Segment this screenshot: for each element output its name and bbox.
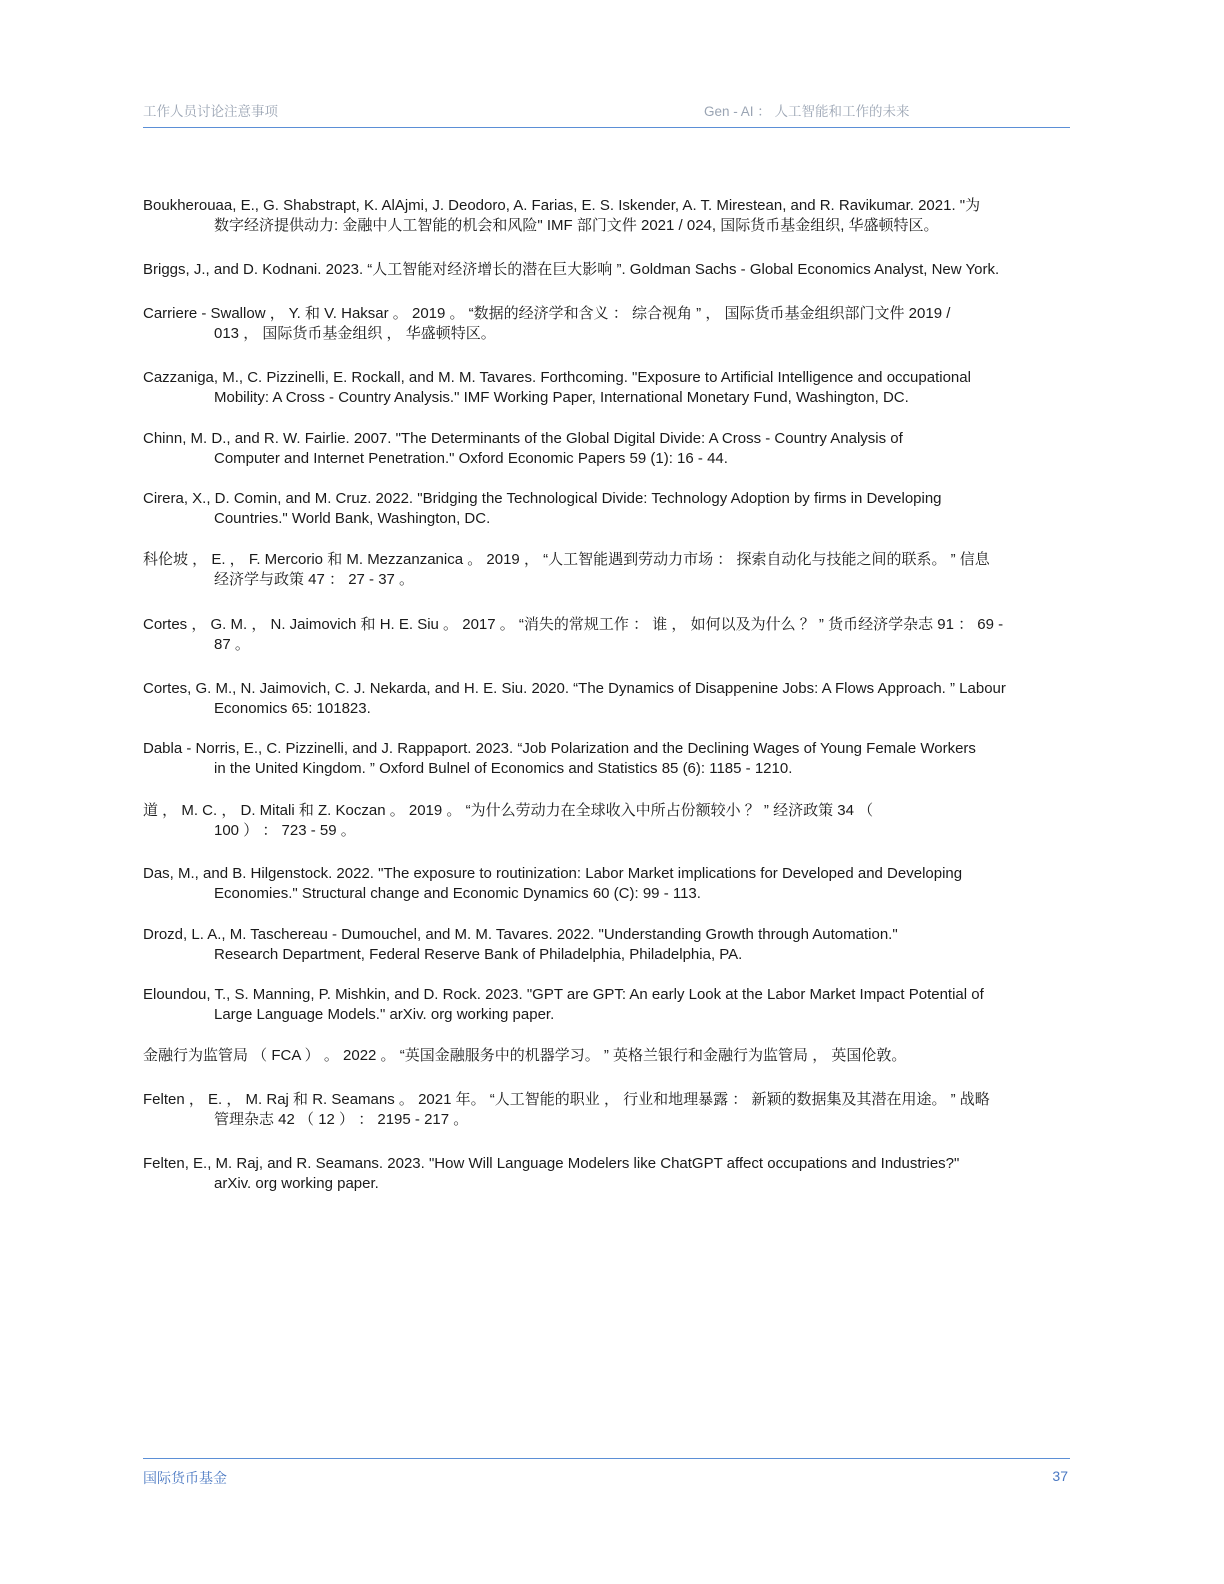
reference-entry: Cortes, G. M., N. Jaimovich, C. J. Nekarda, and H. E. Siu. 2020. “The Dynamics of Disappenine Jobs: A Flows Approach. ” Labour Economics 65: 101823. <box>143 680 1006 717</box>
reference-entry: Felten, E., M. Raj, and R. Seamans. 2023. "How Will Language Modelers like ChatGPT affect occupations and Industries?" arXiv. org working paper. <box>143 1155 960 1192</box>
reference-entry: Chinn, M. D., and R. W. Fairlie. 2007. "The Determinants of the Global Digital Divide: A Cross - Country Analysis of Computer and Internet Penetration." Oxford Economic Papers 59 (1): 16 - 44. <box>143 430 903 467</box>
page-number: 37 <box>1052 1468 1068 1484</box>
header-right-title: Gen - AI ： 人工智能和工作的未来 <box>704 104 910 119</box>
reference-entry: Felten ， E. ， M. Raj 和 R. Seamans 。 2021 年。 “人工智能的职业 ， 行业和地理暴露 ： 新颖的数据集及其潜在用途。 ” 战略 管理杂志 42 （ 12 ） ： 2195 - 217 。 <box>143 1091 990 1128</box>
reference-entry: 科伦坡 ， E. ， F. Mercorio 和 M. Mezzanzanica 。 2019 ， “人工智能遇到劳动力市场 ： 探索自动化与技能之间的联系。 ” 信息 经济学与政策 47 ： 27 - 37 。 <box>143 551 990 588</box>
reference-entry: Drozd, L. A., M. Taschereau - Dumouchel, and M. M. Tavares. 2022. "Understanding Growth through Automation." Research Department, Federal Reserve Bank of Philadelphia, Philadelphia, PA. <box>143 926 898 963</box>
reference-entry: Das, M., and B. Hilgenstock. 2022. "The exposure to routinization: Labor Market implications for Developed and Developing Economies." Structural change and Economic Dynamics 60 (C): 99 - 113. <box>143 865 963 902</box>
reference-entry: 道 ， M. C. ， D. Mitali 和 Z. Koczan 。 2019 。 “为什么劳动力在全球收入中所占份额较小 ？ ” 经济政策 34 （ 100 ） ： 723 - 59 。 <box>143 802 874 839</box>
page-footer <box>143 1458 1070 1489</box>
header-left-title: 工作人员讨论注意事项 <box>143 104 278 119</box>
reference-entry: Boukherouaa, E., G. Shabstrapt, K. AlAjmi, J. Deodoro, A. Farias, E. S. Iskender, A. T. Mirestean, and R. Ravikumar. 2021. "为 数字经济提供动力: 金融中人工智能的机会和风险" IMF 部门文件 2021 / 024, 国际货币基金组织, 华盛顿特区。 <box>143 197 981 234</box>
reference-entry: Cortes ， G. M. ， N. Jaimovich 和 H. E. Siu 。 2017 。 “消失的常规工作 ： 谁 ， 如何以及为什么 ？ ” 货币经济学杂志 91 ： 69 - 87 。 <box>143 616 1004 653</box>
footer-organization: 国际货币基金 <box>143 1470 227 1486</box>
reference-entry: Briggs, J., and D. Kodnani. 2023. “人工智能对经济增长的潜在巨大影响 ”. Goldman Sachs - Global Economics Analyst, New York. <box>143 261 1000 278</box>
reference-entry: Cazzaniga, M., C. Pizzinelli, E. Rockall, and M. M. Tavares. Forthcoming. "Exposure to Artificial Intelligence and occupational Mobility: A Cross - Country Analysis." IMF Working Paper, International Monetary Fund, Washington, DC. <box>143 369 971 406</box>
reference-entry: 金融行为监管局 （ FCA ） 。 2022 。 “英国金融服务中的机器学习。 ” 英格兰银行和金融行为监管局 ， 英国伦敦。 <box>143 1047 907 1064</box>
page-header <box>143 98 1070 128</box>
reference-entry: Cirera, X., D. Comin, and M. Cruz. 2022. "Bridging the Technological Divide: Technology Adoption by firms in Developing Countries." World Bank, Washington, DC. <box>143 490 942 527</box>
reference-entry: Carriere - Swallow ， Y. 和 V. Haksar 。 2019 。 “数据的经济学和含义 ： 综合视角 ” ， 国际货币基金组织部门文件 2019 / 013 ， 国际货币基金组织 ， 华盛顿特区。 <box>143 305 951 342</box>
reference-entry: Dabla - Norris, E., C. Pizzinelli, and J. Rappaport. 2023. “Job Polarization and the Declining Wages of Young Female Workers in the United Kingdom. ” Oxford Bulnel of Economics and Statistics 85 (6): 1185 - 1210. <box>143 740 976 777</box>
reference-entry: Eloundou, T., S. Manning, P. Mishkin, and D. Rock. 2023. "GPT are GPT: An early Look at the Labor Market Impact Potential of Large Language Models." arXiv. org working paper. <box>143 986 984 1023</box>
